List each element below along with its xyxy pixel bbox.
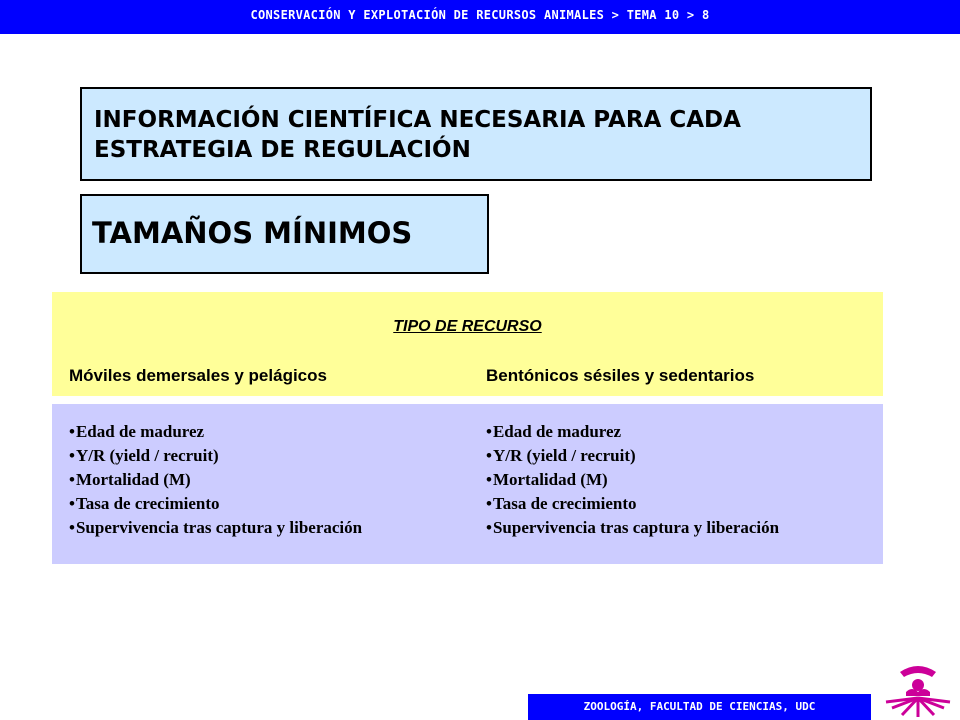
page-title [80,87,872,181]
list-item: • Supervivencia tras captura y liberación [486,517,779,541]
footer-bar [528,694,871,720]
section-title-text: TAMAÑOS MÍNIMOS [92,216,413,250]
breadcrumb-bar [0,0,960,34]
footer-text: ZOOLOGÍA, FACULTAD DE CIENCIAS, UDC [583,700,816,713]
list-item: • Y/R (yield / recruit) [69,445,362,469]
column-heading-benthic: Bentónicos sésiles y sedentarios [486,366,755,385]
title-line-2: ESTRATEGIA DE REGULACIÓN [94,137,471,163]
mobile-requirements-list [69,421,362,541]
list-item: • Edad de madurez [69,421,362,445]
list-item: • Mortalidad (M) [69,469,362,493]
list-item: • Tasa de crecimiento [69,493,362,517]
list-item: • Tasa de crecimiento [486,493,779,517]
university-logo-icon [878,660,958,718]
section-title [80,194,489,274]
list-item: • Y/R (yield / recruit) [486,445,779,469]
resource-type-header [52,292,883,396]
breadcrumb: CONSERVACIÓN Y EXPLOTACIÓN DE RECURSOS ANIMALES > TEMA 10 > 8 [250,8,710,22]
title-line-1: INFORMACIÓN CIENTÍFICA NECESARIA PARA CADA [94,107,741,133]
column-heading-mobile: Móviles demersales y pelágicos [69,366,327,385]
benthic-requirements-list [486,421,779,541]
resource-type-label: TIPO DE RECURSO [393,318,542,335]
list-item: • Supervivencia tras captura y liberación [69,517,362,541]
requirements-panel [52,404,883,564]
list-item: • Mortalidad (M) [486,469,779,493]
list-item: • Edad de madurez [486,421,779,445]
